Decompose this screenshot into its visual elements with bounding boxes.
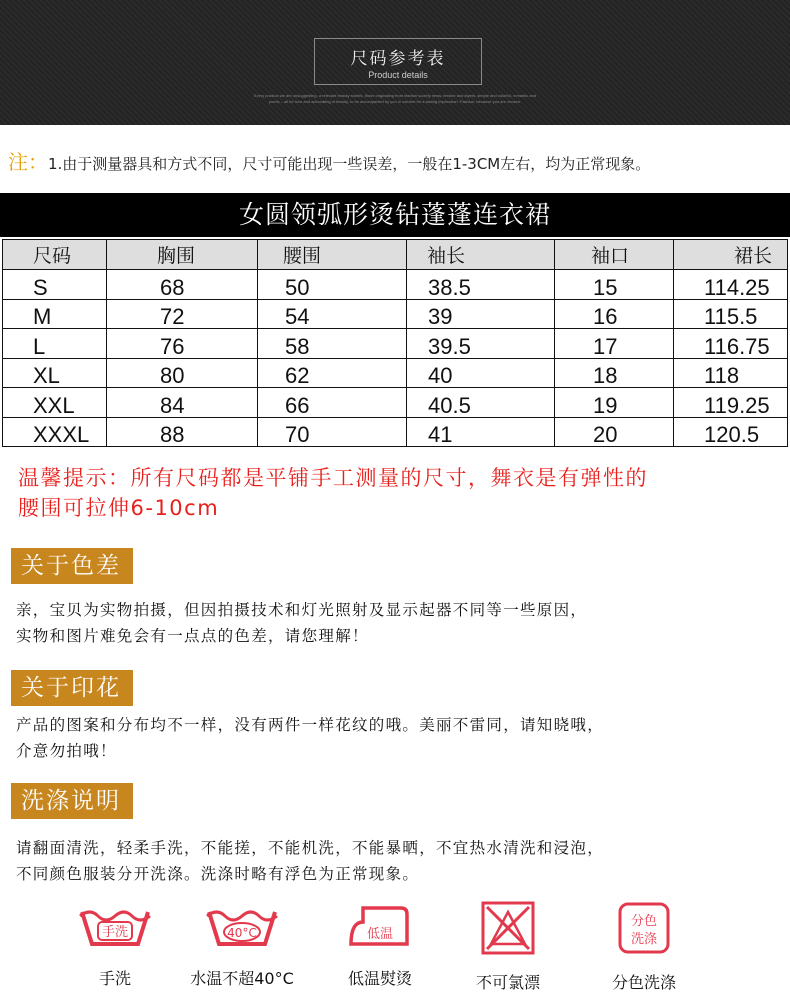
- cell-sleeve-length: 38.5: [407, 270, 555, 300]
- header-size: 尺码: [3, 240, 107, 270]
- separate-wash-icon-text-1: 分色: [630, 914, 658, 929]
- note-text: 1.由于测量器具和方式不同，尺寸可能出现一些误差，一般在1-3CM左右，均为正常现象。: [48, 155, 651, 173]
- care-label-water-temp: 水温不超40°C: [190, 969, 294, 988]
- color-difference-line1: 亲，宝贝为实物拍摄，但因拍摄技术和灯光照射及显示起器不同等一些原因，: [16, 601, 588, 619]
- wash-40c-icon: [203, 900, 281, 952]
- care-label-hand-wash: 手洗: [98, 969, 131, 988]
- warm-tip-line1: 温馨提示：所有尺码都是平铺手工测量的尺寸，舞衣是有弹性的: [18, 466, 648, 490]
- cell-sleeve-length: 39.5: [407, 329, 555, 359]
- table-row: [3, 270, 788, 300]
- header-banner: [0, 0, 790, 125]
- warm-tip-line2: 腰围可拉伸6-10cm: [18, 496, 220, 520]
- cell-cuff: 20: [555, 417, 674, 447]
- care-label-separate-wash: 分色洗涤: [611, 973, 676, 992]
- color-difference-line2: 实物和图片难免会有一点点的色差，请您理解！: [16, 627, 369, 645]
- cell-waist: 58: [258, 329, 407, 359]
- care-item-water-temp: [182, 900, 302, 989]
- header-waist: 腰围: [258, 240, 407, 270]
- cell-cuff: 17: [555, 329, 674, 359]
- separate-wash-icon-text-2: 洗涤: [630, 932, 658, 947]
- section-text-washing: [16, 835, 786, 887]
- hand-wash-icon-text: 手洗: [101, 925, 129, 940]
- cell-size: XXXL: [3, 417, 107, 447]
- table-row: [3, 299, 788, 329]
- cell-chest: 76: [107, 329, 258, 359]
- cell-waist: 70: [258, 417, 407, 447]
- cell-chest: 80: [107, 358, 258, 388]
- cell-sleeve-length: 40: [407, 358, 555, 388]
- care-item-separate-wash: [594, 900, 694, 993]
- cell-size: XXL: [3, 388, 107, 418]
- cell-waist: 62: [258, 358, 407, 388]
- banner-title-box: [314, 38, 482, 85]
- header-cuff: 袖口: [555, 240, 674, 270]
- banner-description-line2: poetic – all for love and advocating of beauty, to be accompanied by you in comfort for a lasting impression. Fashion, because you are chosen.: [268, 99, 522, 104]
- care-label-low-iron: 低温熨烫: [347, 969, 412, 988]
- size-table: [2, 239, 788, 447]
- cell-dress-length: 116.75: [674, 329, 788, 359]
- hand-wash-icon: [76, 900, 154, 952]
- cell-sleeve-length: 41: [407, 417, 555, 447]
- print-line1: 产品的图案和分布均不一样，没有两件一样花纹的哦。美丽不雷同，请知晓哦，: [16, 716, 605, 734]
- cell-cuff: 18: [555, 358, 674, 388]
- cell-size: L: [3, 329, 107, 359]
- cell-chest: 88: [107, 417, 258, 447]
- cell-dress-length: 119.25: [674, 388, 788, 418]
- header-chest: 胸围: [107, 240, 258, 270]
- table-row: [3, 417, 788, 447]
- section-text-print: [16, 712, 786, 764]
- banner-subtitle: Product details: [368, 70, 428, 80]
- cell-cuff: 16: [555, 299, 674, 329]
- wash-40c-icon-text: 40°C: [227, 926, 257, 940]
- cell-chest: 72: [107, 299, 258, 329]
- cell-dress-length: 115.5: [674, 299, 788, 329]
- care-item-low-iron: [330, 900, 430, 989]
- separate-wash-icon: [615, 900, 673, 956]
- cell-chest: 84: [107, 388, 258, 418]
- section-text-color-difference: [16, 597, 786, 649]
- warm-tip: [18, 463, 788, 523]
- cell-dress-length: 120.5: [674, 417, 788, 447]
- banner-title: 尺码参考表: [350, 49, 446, 69]
- header-dress-length: 裙长: [674, 240, 788, 270]
- cell-cuff: 15: [555, 270, 674, 300]
- banner-description-line1: Every product we are unsuggesting, a relevant beauty stories, those originating from fashion society news, texture and layers, simple and colorful, romantic and: [253, 93, 537, 98]
- note-label: 注：: [8, 150, 48, 174]
- cell-chest: 68: [107, 270, 258, 300]
- cell-waist: 66: [258, 388, 407, 418]
- cell-sleeve-length: 40.5: [407, 388, 555, 418]
- table-row: [3, 388, 788, 418]
- cell-size: XL: [3, 358, 107, 388]
- washing-line1: 请翻面清洗，轻柔手洗，不能搓，不能机洗，不能暴晒，不宜热水清洗和浸泡，: [16, 839, 605, 857]
- size-table-title: 女圆领弧形烫钻蓬蓬连衣裙: [0, 193, 790, 237]
- care-item-no-bleach: [458, 900, 558, 993]
- washing-line2: 不同颜色服装分开洗涤。洗涤时略有浮色为正常现象。: [16, 865, 420, 883]
- cell-size: M: [3, 299, 107, 329]
- cell-dress-length: 118: [674, 358, 788, 388]
- no-bleach-icon: [479, 900, 537, 956]
- care-label-no-bleach: 不可氯漂: [475, 973, 540, 992]
- size-table-header-row: [3, 240, 788, 270]
- low-iron-icon: [345, 900, 415, 952]
- table-row: [3, 329, 788, 359]
- cell-waist: 50: [258, 270, 407, 300]
- cell-sleeve-length: 39: [407, 299, 555, 329]
- section-label-washing: 洗涤说明: [11, 783, 133, 819]
- measurement-note: [8, 146, 788, 175]
- cell-size: S: [3, 270, 107, 300]
- cell-dress-length: 114.25: [674, 270, 788, 300]
- section-label-print: 关于印花: [11, 670, 133, 706]
- care-item-hand-wash: [70, 900, 160, 989]
- cell-cuff: 19: [555, 388, 674, 418]
- section-label-color-difference: 关于色差: [11, 548, 133, 584]
- print-line2: 介意勿拍哦！: [16, 742, 117, 760]
- low-iron-icon-text: 低温: [366, 927, 394, 942]
- cell-waist: 54: [258, 299, 407, 329]
- header-sleeve-length: 袖长: [407, 240, 555, 270]
- table-row: [3, 358, 788, 388]
